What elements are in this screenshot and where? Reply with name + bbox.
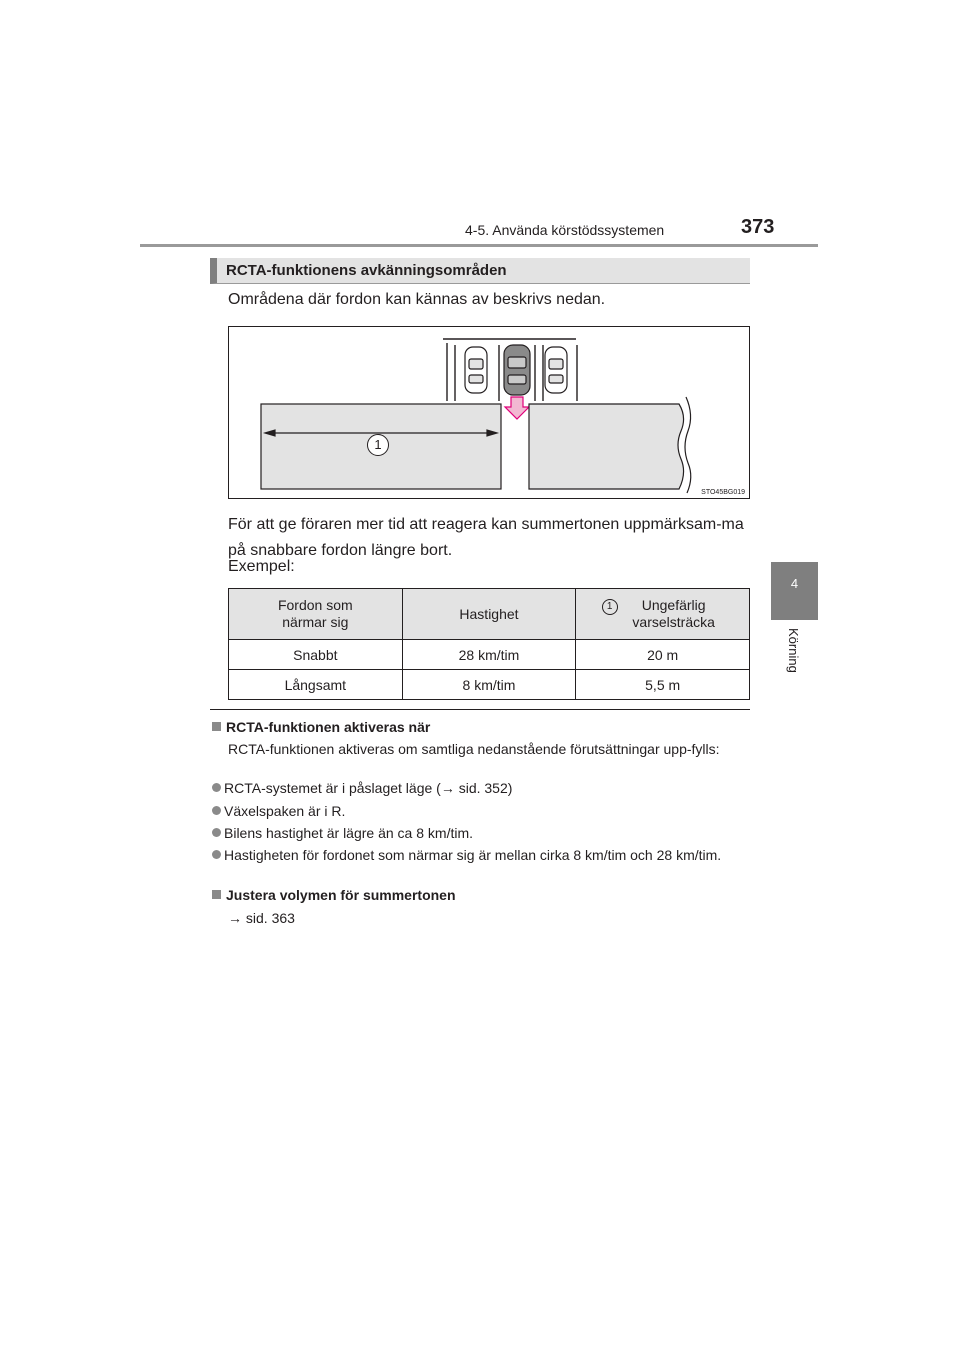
list-item (212, 779, 512, 797)
detection-area-illustration (229, 327, 751, 500)
table-cell: Snabbt (229, 640, 403, 670)
table-cell: 28 km/tim (402, 640, 576, 670)
list-item-text: RCTA-systemet är i påslaget läge (→ sid. 352) (224, 780, 513, 796)
intro-text: Områdena där fordon kan kännas av beskrivs nedan. (228, 291, 606, 308)
table-cell: 8 km/tim (402, 670, 576, 700)
own-car-icon (504, 345, 530, 395)
round-bullet-icon (212, 828, 221, 837)
callout-number: 1 (367, 434, 389, 456)
table-row (229, 670, 750, 700)
list-item (212, 846, 750, 864)
volume-reference: → sid. 363 (228, 910, 295, 926)
activation-text: RCTA-funktionen aktiveras om samtliga nedanstående förutsättningar upp-fylls: (228, 741, 720, 757)
subsection-rule (210, 709, 750, 710)
chapter-tab (771, 562, 818, 620)
table-row (229, 640, 750, 670)
table-header-cell (576, 589, 750, 640)
round-bullet-icon (212, 806, 221, 815)
list-item-text: Hastigheten för fordonet som närmar sig är mellan cirka 8 km/tim och 28 km/tim. (224, 847, 722, 863)
list-item-text: Växelspaken är i R. (224, 803, 346, 819)
detection-area-figure (228, 326, 750, 499)
table-cell: Långsamt (229, 670, 403, 700)
round-bullet-icon (212, 783, 221, 792)
round-bullet-icon (212, 850, 221, 859)
detection-zone-right (529, 404, 684, 489)
square-bullet-icon (212, 722, 221, 731)
parked-car-left-icon (465, 347, 487, 393)
paragraph-text: För att ge föraren mer tid att reagera kan summertonen uppmärksam-ma på snabbare fordon längre bort. (228, 516, 744, 559)
reverse-arrow-icon (505, 397, 529, 419)
section-title: RCTA-funktionens avkänningsområden (210, 258, 750, 284)
table-cell: 20 m (576, 640, 750, 670)
figure-code: STO45BG019 (701, 489, 745, 496)
list-item-text: Bilens hastighet är lägre än ca 8 km/tim. (224, 825, 474, 841)
warning-distance-table (228, 588, 750, 700)
list-item (212, 824, 473, 842)
header-rule (140, 244, 818, 247)
chapter-tab-number: 4 (790, 576, 799, 591)
square-bullet-icon (212, 890, 221, 899)
list-item (212, 802, 345, 820)
header-text: Hastighet (459, 605, 519, 622)
example-label: Exempel: (228, 558, 295, 575)
parked-car-right-icon (545, 347, 567, 393)
volume-title (212, 887, 456, 903)
header-text: Fordon som närmar sig (277, 597, 353, 630)
activation-title (212, 719, 430, 735)
volume-title-text: Justera volymen för summertonen (226, 887, 456, 903)
table-header-row (229, 589, 750, 640)
table-cell: 5,5 m (576, 670, 750, 700)
activation-title-text: RCTA-funktionen aktiveras när (226, 719, 431, 735)
table-header-cell (402, 589, 576, 640)
running-header-section: 4-5. Använda körstödssystemen (465, 222, 665, 238)
callout-number: 1 (602, 599, 618, 615)
chapter-tab-label: Körning (786, 628, 801, 673)
table-header-cell (229, 589, 403, 640)
header-text: Ungefärlig varselsträcka (632, 597, 715, 630)
page-number: 373 (741, 216, 775, 238)
